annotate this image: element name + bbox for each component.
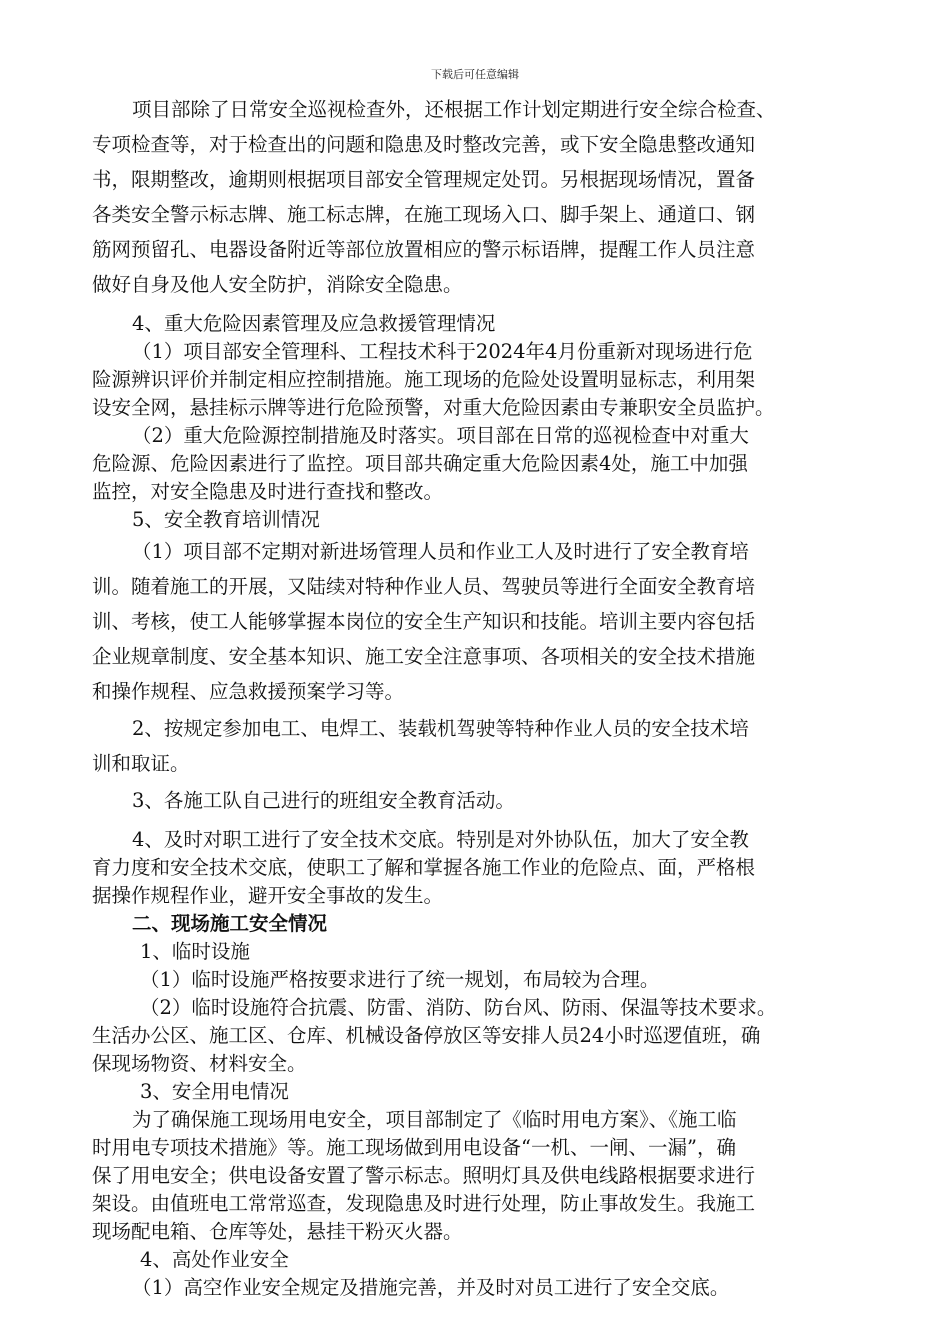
text-line: 1、临时设施 [140,940,250,963]
text-line: （1）临时设施严格按要求进行了统一规划，布局较为合理。 [140,968,660,991]
text-line: 筋网预留孔、电器设备附近等部位放置相应的警示标语牌，提醒工作人员注意 [92,238,756,261]
text-line: 和操作规程、应急救援预案学习等。 [92,680,405,703]
text-line: 书，限期整改，逾期则根据项目部安全管理规定处罚。另根据现场情况，置备 [92,168,756,191]
text-line: 项目部除了日常安全巡视检查外，还根据工作计划定期进行安全综合检查、 [132,98,776,121]
text-line: 险源辨识评价并制定相应控制措施。施工现场的危险处设置明显标志，利用架 [92,368,756,391]
text-line: 保现场物资、材料安全。 [92,1052,307,1075]
text-line: 3、安全用电情况 [140,1080,289,1103]
section-heading [92,910,862,938]
text-line: 4、及时对职工进行了安全技术交底。特别是对外协队伍，加大了安全教 [132,828,749,851]
paragraph [92,534,862,709]
text-line: （1）项目部不定期对新进场管理人员和作业工人及时进行了安全教育培 [132,540,749,563]
text-line: 企业规章制度、安全基本知识、施工安全注意事项、各项相关的安全技术措施 [92,645,756,668]
text-line: 训和取证。 [92,752,190,775]
text-line: 育力度和安全技术交底，使职工了解和掌握各施工作业的危险点、面，严格根 [92,856,756,879]
text-line: 训、考核，使工人能够掌握本岗位的安全生产知识和技能。培训主要内容包括 [92,610,756,633]
text-line: 为了确保施工现场用电安全，项目部制定了《临时用电方案》、《施工临 [132,1108,737,1131]
text-line: 现场配电箱、仓库等处，悬挂干粉灭火器。 [92,1220,463,1243]
paragraph [92,938,862,966]
text-line: 各类安全警示标志牌、施工标志牌，在施工现场入口、脚手架上、通道口、钢 [92,203,756,226]
text-line: （1）高空作业安全规定及措施完善，并及时对员工进行了安全交底。 [132,1276,730,1299]
text-line: 监控，对安全隐患及时进行查找和整改。 [92,480,444,503]
text-line: （2）重大危险源控制措施及时落实。项目部在日常的巡视检查中对重大 [132,424,749,447]
paragraph [92,92,862,302]
text-line: 危险源、危险因素进行了监控。项目部共确定重大危险因素4处，施工中加强 [92,452,748,475]
text-line: 3、各施工队自己进行的班组安全教育活动。 [132,789,515,812]
paragraph [92,422,862,506]
text-line: （2）临时设施符合抗震、防雷、消防、防台风、防雨、保温等技术要求。 [140,996,777,1019]
paragraph [92,966,862,994]
paragraph [92,1106,862,1246]
text-line: 4、高处作业安全 [140,1248,289,1271]
text-line: 训。随着施工的开展，又陆续对特种作业人员、驾驶员等进行全面安全教育培 [92,575,756,598]
text-line: 设安全网，悬挂标示牌等进行危险预警，对重大危险因素由专兼职安全员监护。 [92,396,775,419]
text-line: 保了用电安全；供电设备安置了警示标志。照明灯具及供电线路根据要求进行 [92,1164,756,1187]
text-line: 据操作规程作业，避开安全事故的发生。 [92,884,444,907]
text-line: （1）项目部安全管理科、工程技术科于2024年4月份重新对现场进行危 [132,340,753,363]
paragraph [92,783,862,818]
paragraph [92,310,862,338]
paragraph [92,338,862,422]
paragraph [92,826,862,910]
paragraph [92,711,862,781]
paragraph [92,1078,862,1106]
text-line: 2、按规定参加电工、电焊工、装载机驾驶等特种作业人员的安全技术培 [132,717,749,740]
text-line: 4、重大危险因素管理及应急救援管理情况 [132,312,496,335]
text-line: 二、现场施工安全情况 [132,912,328,935]
text-line: 时用电专项技术措施》等。施工现场做到用电设备“一机、一闸、一漏”，确 [92,1136,736,1159]
paragraph [92,994,862,1078]
text-line: 5、安全教育培训情况 [132,508,320,531]
page-header: 下载后可任意编辑 [431,68,519,81]
text-line: 生活办公区、施工区、仓库、机械设备停放区等安排人员24小时巡逻值班，确 [92,1024,761,1047]
paragraph [92,506,862,534]
paragraph [92,1274,862,1302]
document-body [92,92,862,1302]
text-line: 架设。由值班电工常常巡查，发现隐患及时进行处理，防止事故发生。我施工 [92,1192,756,1215]
paragraph [92,1246,862,1274]
text-line: 专项检查等，对于检查出的问题和隐患及时整改完善，或下安全隐患整改通知 [92,133,756,156]
text-line: 做好自身及他人安全防护，消除安全隐患。 [92,273,463,296]
